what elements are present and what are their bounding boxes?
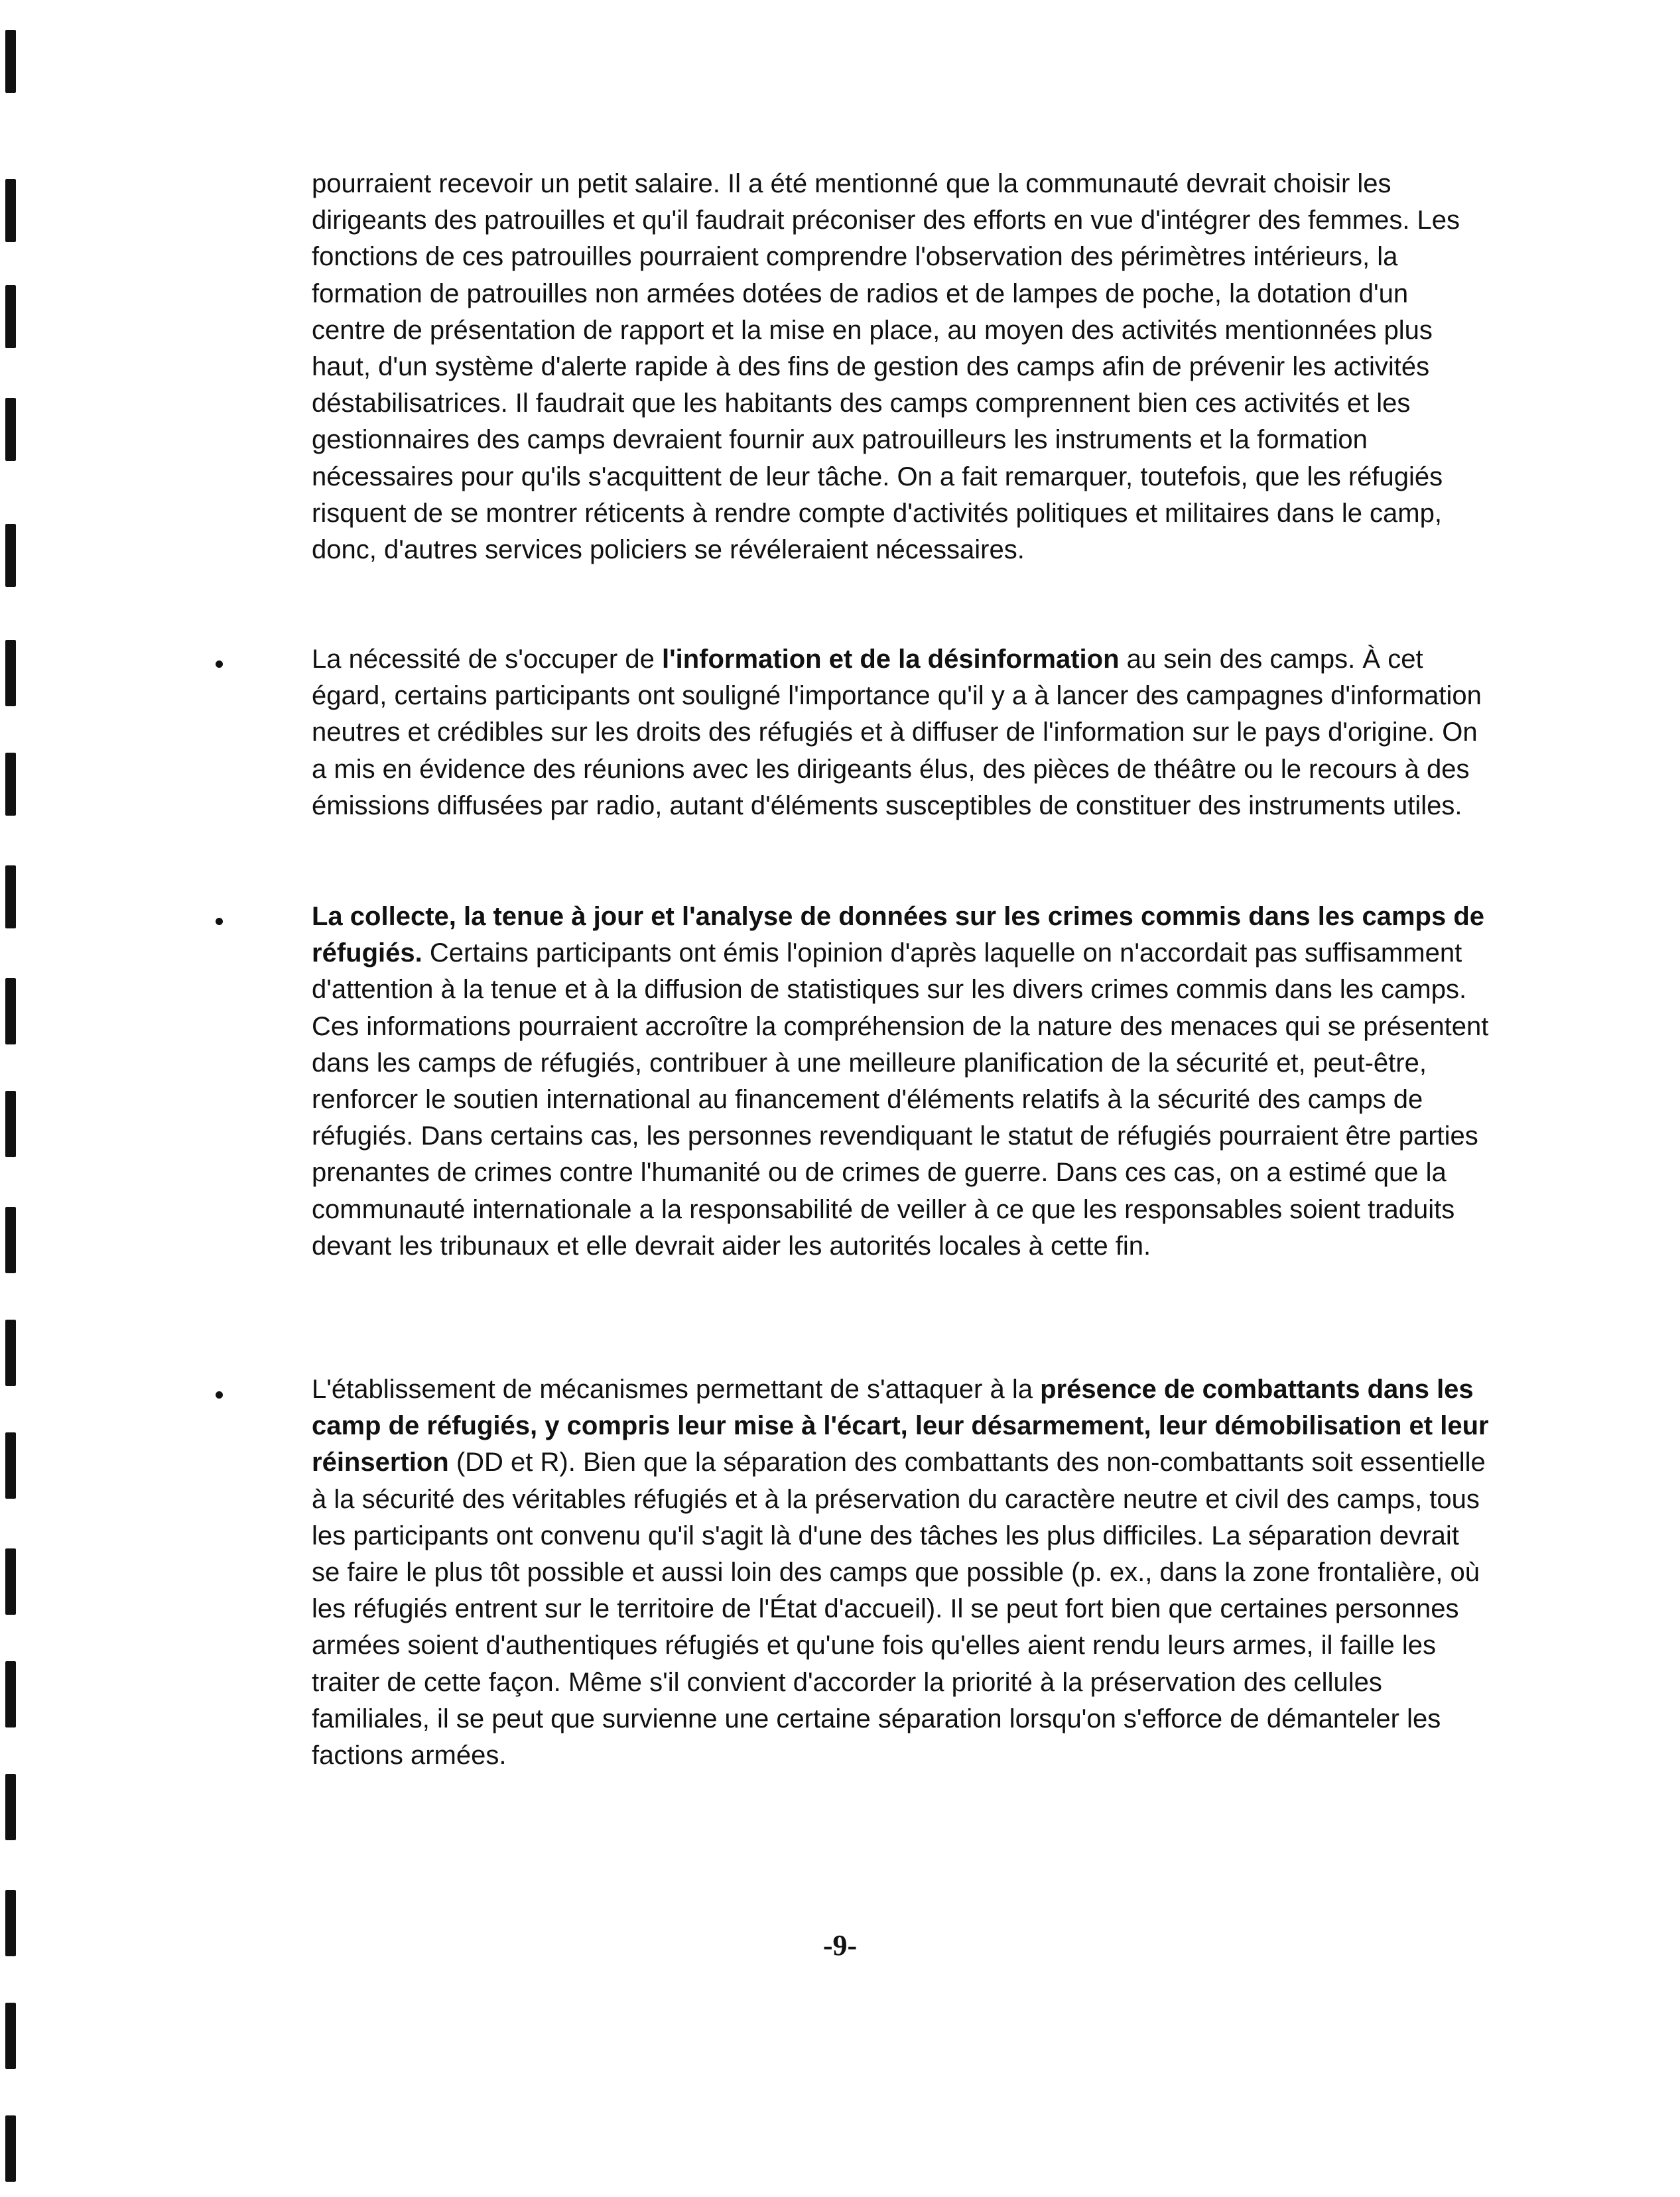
- binding-mark: [5, 1661, 16, 1727]
- binding-mark: [5, 1091, 16, 1157]
- binding-mark: [5, 2003, 16, 2069]
- bullet-emphasis: La collecte, la tenue à jour et l'analyse de données sur les crimes commis dans les camps de réfugiés.: [312, 902, 1485, 968]
- bullet-paragraph-information: [312, 641, 1489, 824]
- bullet-text-lead: L'établissement de mécanismes permettant de s'attaquer à la: [312, 1375, 1041, 1404]
- binding-mark: [5, 1207, 16, 1273]
- bullet-marker: [216, 918, 223, 925]
- binding-mark: [5, 1320, 16, 1386]
- binding-mark: [5, 1432, 16, 1499]
- binding-mark: [5, 1548, 16, 1615]
- bullet-emphasis: l'information et de la désinformation: [661, 645, 1120, 674]
- binding-mark: [5, 524, 16, 587]
- bullet-marker: [216, 660, 223, 668]
- binding-mark: [5, 2115, 16, 2182]
- binding-mark: [5, 179, 16, 242]
- body-paragraph: pourraient recevoir un petit salaire. Il a été mentionné que la communauté devrait choisir les dirigeants des patrouilles et qu'il faudrait préconiser des efforts en vue d'intégrer des femmes. Les fonctions de ces patrouilles pourraient comprendre l'observation des périmètres intérieurs, la formation de patrouilles non armées dotées de radios et de lampes de poche, la dotation d'un centre de présentation de rapport et la mise en place, au moyen des activités mentionnées plus haut, d'un système d'alerte rapide à des fins de gestion des camps afin de prévenir les activités déstabilisatrices. Il faudrait que les habitants des camps comprennent bien ces activités et les gestionnaires des camps devraient fournir aux patrouilleurs les instruments et la formation nécessaires pour qu'ils s'acquittent de leur tâche. On a fait remarquer, toutefois, que les réfugiés risquent de se montrer réticents à rendre compte d'activités politiques et militaires dans le camp, donc, d'autres services policiers se révéleraient nécessaires.: [312, 169, 1460, 565]
- binding-mark: [5, 865, 16, 928]
- binding-mark: [5, 640, 16, 706]
- bullet-text-body: (DD et R). Bien que la séparation des combattants des non-combattants soit essentielle à la sécurité des véritables réfugiés et à la préservation du caractère neutre et civil des camps, tous les participants ont convenu qu'il s'agit là d'une des tâches les plus difficiles. La séparation devrait se faire le plus tôt possible et aussi loin des camps que possible (p. ex., dans la zone frontalière, où les réfugiés entrent sur le territoire de l'État d'accueil). Il se peut fort bien que certaines personnes armées soient d'authentiques réfugiés et qu'une fois qu'elles aient rendu leurs armes, il faille les traiter de cette façon. Même s'il convient d'accorder la priorité à la préservation des cellules familiales, il se peut que survienne une certaine séparation lorsqu'on s'efforce de démanteler les factions armées.: [312, 1448, 1486, 1771]
- page-number: -9-: [822, 1929, 858, 1962]
- binding-mark: [5, 30, 16, 93]
- binding-mark: [5, 285, 16, 348]
- bullet-emphasis: présence de combattants dans les camp de réfugiés, y compris leur mise à l'écart, leur désarmement, leur démobilisation et leur réinsertion: [312, 1375, 1489, 1477]
- binding-mark: [5, 398, 16, 461]
- bullet-paragraph-crime-data: [312, 899, 1489, 1265]
- binding-mark: [5, 978, 16, 1044]
- binding-mark: [5, 753, 16, 816]
- bullet-paragraph-combatants: [312, 1371, 1489, 1774]
- bullet-text-body: au sein des camps. À cet égard, certains participants ont souligné l'importance qu'il y a à lancer des campagnes d'information neutres et crédibles sur les droits des réfugiés et à diffuser de l'information sur le pays d'origine. On a mis en évidence des réunions avec les dirigeants élus, des pièces de théâtre ou le recours à des émissions diffusées par radio, autant d'éléments susceptibles de constituer des instruments utiles.: [312, 645, 1482, 820]
- bullet-text-lead: La nécessité de s'occuper de: [312, 645, 662, 674]
- bullet-text-body: Certains participants ont émis l'opinion d'après laquelle on n'accordait pas suffisamment d'attention à la tenue et à la diffusion de statistiques sur les divers crimes commis dans les camps. Ces informations pourraient accroître la compréhension de la nature des menaces qui se présentent dans les camps de réfugiés, contribuer à une meilleure planification de la sécurité et, peut-être, renforcer le soutien international au financement d'éléments relatifs à la sécurité des camps de réfugiés. Dans certains cas, les personnes revendiquant le statut de réfugiés pourraient être parties prenantes de crimes contre l'humanité ou de crimes de guerre. Dans ces cas, on a estimé que la communauté internationale a la responsabilité de veiller à ce que les responsables soient traduits devant les tribunaux et elle devrait aider les autorités locales à cette fin.: [312, 938, 1489, 1261]
- binding-mark: [5, 1774, 16, 1840]
- bullet-marker: [216, 1391, 223, 1399]
